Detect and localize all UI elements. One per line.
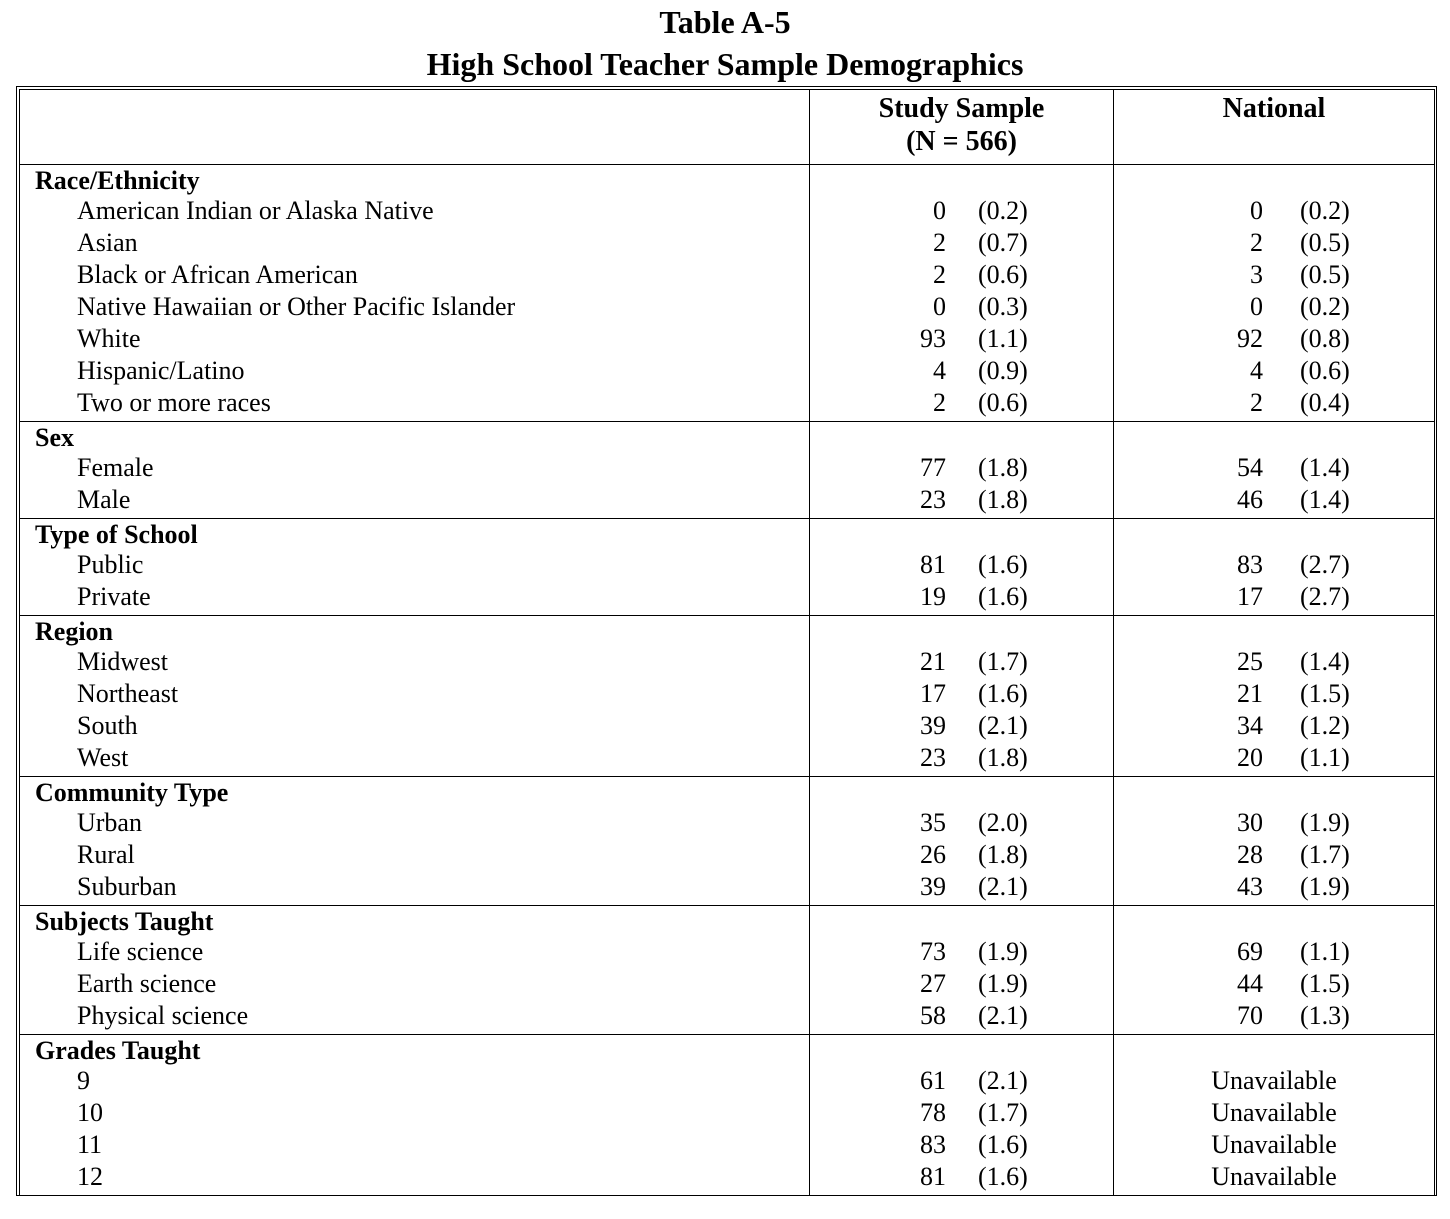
national-percent: 2 [1250, 228, 1263, 257]
national-percent: 70 [1237, 1001, 1263, 1030]
section-row [20, 519, 1435, 616]
row-label: Public [77, 550, 144, 579]
row-label: Earth science [77, 969, 217, 998]
study-standard-error: (1.6) [978, 1162, 1028, 1191]
spacer [810, 1037, 1113, 1065]
row-label: Life science [77, 937, 204, 966]
national-value-row [1114, 452, 1434, 484]
study-value-row [810, 871, 1113, 903]
study-percent: 19 [920, 582, 946, 611]
section-row [20, 422, 1435, 519]
section-row [20, 906, 1435, 1035]
study-percent: 23 [920, 485, 946, 514]
national-unavailable: Unavailable [1211, 1162, 1337, 1191]
national-standard-error: (1.4) [1300, 485, 1350, 514]
study-value-row [810, 195, 1113, 227]
study-standard-error: (1.1) [978, 324, 1028, 353]
national-standard-error: (1.4) [1300, 453, 1350, 482]
section-title: Grades Taught [35, 1036, 201, 1065]
study-percent: 4 [933, 356, 946, 385]
row-label: Native Hawaiian or Other Pacific Islander [77, 292, 516, 321]
national-value-row [1114, 484, 1434, 516]
national-standard-error: (0.5) [1300, 228, 1350, 257]
national-cell [1114, 422, 1435, 519]
study-value-row [810, 807, 1113, 839]
spacer [1114, 167, 1434, 195]
national-value-row [1114, 1097, 1434, 1129]
study-value-row [810, 839, 1113, 871]
study-value-row [810, 742, 1113, 774]
spacer [810, 618, 1113, 646]
study-percent: 73 [920, 937, 946, 966]
national-cell [1114, 519, 1435, 616]
section-label-cell [20, 906, 810, 1035]
national-standard-error: (0.4) [1300, 388, 1350, 417]
spacer [810, 424, 1113, 452]
row-label: Private [77, 582, 151, 611]
row-label: Hispanic/Latino [77, 356, 245, 385]
study-sample-cell [810, 165, 1114, 422]
row-label: 10 [77, 1098, 103, 1127]
national-cell [1114, 165, 1435, 422]
national-value-row [1114, 839, 1434, 871]
study-standard-error: (1.6) [978, 550, 1028, 579]
national-standard-error: (2.7) [1300, 582, 1350, 611]
header-study-n: (N = 566) [906, 126, 1017, 157]
national-value-row [1114, 581, 1434, 613]
study-percent: 58 [920, 1001, 946, 1030]
study-value-row [810, 1097, 1113, 1129]
national-percent: 92 [1237, 324, 1263, 353]
header-study-label: Study Sample [878, 93, 1045, 124]
study-percent: 17 [920, 679, 946, 708]
row-label: Northeast [77, 679, 179, 708]
study-value-row [810, 323, 1113, 355]
study-standard-error: (2.1) [978, 711, 1028, 740]
national-percent: 21 [1237, 679, 1263, 708]
demographics-table [19, 89, 1435, 1196]
row-label: 11 [77, 1130, 103, 1159]
national-percent: 34 [1237, 711, 1263, 740]
study-percent: 23 [920, 743, 946, 772]
national-value-row [1114, 807, 1434, 839]
national-standard-error: (0.5) [1300, 260, 1350, 289]
study-percent: 61 [920, 1066, 946, 1095]
header-study-sample [810, 90, 1114, 165]
row-label: Urban [77, 808, 142, 837]
section-label-cell [20, 165, 810, 422]
study-percent: 77 [920, 453, 946, 482]
study-percent: 2 [933, 228, 946, 257]
study-percent: 0 [933, 196, 946, 225]
national-value-row [1114, 291, 1434, 323]
row-label: Suburban [77, 872, 177, 901]
study-percent: 83 [920, 1130, 946, 1159]
study-sample-cell [810, 777, 1114, 906]
row-label: West [77, 743, 129, 772]
study-standard-error: (0.9) [978, 356, 1028, 385]
spacer [810, 521, 1113, 549]
study-sample-cell [810, 1035, 1114, 1196]
national-standard-error: (0.6) [1300, 356, 1350, 385]
study-percent: 35 [920, 808, 946, 837]
section-title: Type of School [35, 520, 198, 549]
row-label: Physical science [77, 1001, 249, 1030]
national-percent: 20 [1237, 743, 1263, 772]
spacer [810, 167, 1113, 195]
row-label: 9 [77, 1066, 90, 1095]
header-category [20, 90, 810, 165]
study-value-row [810, 678, 1113, 710]
section-title: Subjects Taught [35, 907, 214, 936]
national-unavailable: Unavailable [1211, 1130, 1337, 1159]
study-percent: 39 [920, 872, 946, 901]
national-cell [1114, 906, 1435, 1035]
national-standard-error: (1.4) [1300, 647, 1350, 676]
national-percent: 25 [1237, 647, 1263, 676]
national-value-row [1114, 195, 1434, 227]
national-percent: 0 [1250, 292, 1263, 321]
row-label: Male [77, 485, 131, 514]
spacer [1114, 424, 1434, 452]
national-cell [1114, 1035, 1435, 1196]
row-label: Female [77, 453, 154, 482]
study-percent: 0 [933, 292, 946, 321]
table-title: High School Teacher Sample Demographics [426, 46, 1024, 82]
national-value-row [1114, 1161, 1434, 1193]
national-value-row [1114, 742, 1434, 774]
study-percent: 39 [920, 711, 946, 740]
national-standard-error: (1.2) [1300, 711, 1350, 740]
study-standard-error: (2.0) [978, 808, 1028, 837]
study-standard-error: (2.1) [978, 872, 1028, 901]
national-percent: 69 [1237, 937, 1263, 966]
study-percent: 2 [933, 388, 946, 417]
section-label-cell [20, 519, 810, 616]
row-label: Midwest [77, 647, 168, 676]
row-label: American Indian or Alaska Native [77, 196, 434, 225]
section-label-cell [20, 777, 810, 906]
national-value-row [1114, 1129, 1434, 1161]
national-percent: 28 [1237, 840, 1263, 869]
national-unavailable: Unavailable [1211, 1098, 1337, 1127]
national-value-row [1114, 1000, 1434, 1032]
study-value-row [810, 1065, 1113, 1097]
national-percent: 54 [1237, 453, 1263, 482]
study-percent: 26 [920, 840, 946, 869]
study-value-row [810, 452, 1113, 484]
row-label: White [77, 324, 141, 353]
row-label: South [77, 711, 138, 740]
national-standard-error: (1.3) [1300, 1001, 1350, 1030]
national-standard-error: (1.1) [1300, 743, 1350, 772]
national-standard-error: (1.7) [1300, 840, 1350, 869]
section-title: Race/Ethnicity [35, 166, 200, 195]
national-unavailable: Unavailable [1211, 1066, 1337, 1095]
study-standard-error: (1.6) [978, 679, 1028, 708]
study-standard-error: (1.6) [978, 582, 1028, 611]
study-value-row [810, 710, 1113, 742]
study-standard-error: (1.7) [978, 1098, 1028, 1127]
study-percent: 27 [920, 969, 946, 998]
study-value-row [810, 227, 1113, 259]
study-percent: 81 [920, 1162, 946, 1191]
study-percent: 93 [920, 324, 946, 353]
study-sample-cell [810, 616, 1114, 777]
study-standard-error: (1.8) [978, 485, 1028, 514]
study-percent: 21 [920, 647, 946, 676]
header-row [20, 90, 1435, 165]
study-standard-error: (2.1) [978, 1001, 1028, 1030]
section-row [20, 165, 1435, 422]
national-standard-error: (1.9) [1300, 872, 1350, 901]
section-label-cell [20, 616, 810, 777]
national-standard-error: (2.7) [1300, 550, 1350, 579]
national-value-row [1114, 259, 1434, 291]
section-row [20, 1035, 1435, 1196]
national-value-row [1114, 936, 1434, 968]
study-standard-error: (1.7) [978, 647, 1028, 676]
study-standard-error: (0.2) [978, 196, 1028, 225]
study-value-row [810, 968, 1113, 1000]
study-value-row [810, 387, 1113, 419]
study-value-row [810, 259, 1113, 291]
national-value-row [1114, 355, 1434, 387]
section-label-cell [20, 422, 810, 519]
study-value-row [810, 936, 1113, 968]
spacer [1114, 1037, 1434, 1065]
national-standard-error: (0.2) [1300, 196, 1350, 225]
study-value-row [810, 1161, 1113, 1193]
national-standard-error: (1.5) [1300, 679, 1350, 708]
spacer [1114, 779, 1434, 807]
national-value-row [1114, 387, 1434, 419]
study-value-row [810, 1129, 1113, 1161]
national-standard-error: (1.1) [1300, 937, 1350, 966]
national-value-row [1114, 968, 1434, 1000]
national-cell [1114, 777, 1435, 906]
study-sample-cell [810, 519, 1114, 616]
national-percent: 17 [1237, 582, 1263, 611]
national-value-row [1114, 871, 1434, 903]
national-value-row [1114, 549, 1434, 581]
spacer [1114, 618, 1434, 646]
national-value-row [1114, 227, 1434, 259]
national-percent: 0 [1250, 196, 1263, 225]
national-standard-error: (0.8) [1300, 324, 1350, 353]
study-value-row [810, 291, 1113, 323]
study-value-row [810, 581, 1113, 613]
study-standard-error: (2.1) [978, 1066, 1028, 1095]
national-percent: 46 [1237, 485, 1263, 514]
study-value-row [810, 646, 1113, 678]
national-percent: 4 [1250, 356, 1263, 385]
section-row [20, 777, 1435, 906]
study-percent: 81 [920, 550, 946, 579]
national-value-row [1114, 678, 1434, 710]
table-number: Table A-5 [659, 4, 791, 40]
study-sample-cell [810, 422, 1114, 519]
spacer [810, 908, 1113, 936]
study-value-row [810, 484, 1113, 516]
study-standard-error: (0.6) [978, 388, 1028, 417]
section-title: Region [35, 617, 113, 646]
national-value-row [1114, 646, 1434, 678]
study-value-row [810, 355, 1113, 387]
study-percent: 78 [920, 1098, 946, 1127]
study-standard-error: (0.7) [978, 228, 1028, 257]
row-label: 12 [77, 1162, 103, 1191]
study-value-row [810, 549, 1113, 581]
row-label: Black or African American [77, 260, 358, 289]
national-percent: 30 [1237, 808, 1263, 837]
national-percent: 2 [1250, 388, 1263, 417]
study-standard-error: (0.6) [978, 260, 1028, 289]
spacer [810, 779, 1113, 807]
national-standard-error: (1.5) [1300, 969, 1350, 998]
section-title: Sex [35, 423, 74, 452]
spacer [1114, 908, 1434, 936]
national-percent: 43 [1237, 872, 1263, 901]
study-percent: 2 [933, 260, 946, 289]
national-value-row [1114, 710, 1434, 742]
study-standard-error: (1.9) [978, 937, 1028, 966]
national-value-row [1114, 323, 1434, 355]
header-national: National [1114, 90, 1435, 165]
section-title: Community Type [35, 778, 229, 807]
study-standard-error: (1.8) [978, 453, 1028, 482]
national-cell [1114, 616, 1435, 777]
study-value-row [810, 1000, 1113, 1032]
row-label: Rural [77, 840, 135, 869]
row-label: Asian [77, 228, 138, 257]
study-standard-error: (1.6) [978, 1130, 1028, 1159]
national-standard-error: (1.9) [1300, 808, 1350, 837]
section-row [20, 616, 1435, 777]
national-percent: 44 [1237, 969, 1263, 998]
national-standard-error: (0.2) [1300, 292, 1350, 321]
spacer [1114, 521, 1434, 549]
row-label: Two or more races [77, 388, 271, 417]
section-label-cell [20, 1035, 810, 1196]
national-percent: 3 [1250, 260, 1263, 289]
study-standard-error: (1.8) [978, 743, 1028, 772]
study-standard-error: (1.9) [978, 969, 1028, 998]
study-standard-error: (1.8) [978, 840, 1028, 869]
national-value-row [1114, 1065, 1434, 1097]
study-standard-error: (0.3) [978, 292, 1028, 321]
national-percent: 83 [1237, 550, 1263, 579]
study-sample-cell [810, 906, 1114, 1035]
